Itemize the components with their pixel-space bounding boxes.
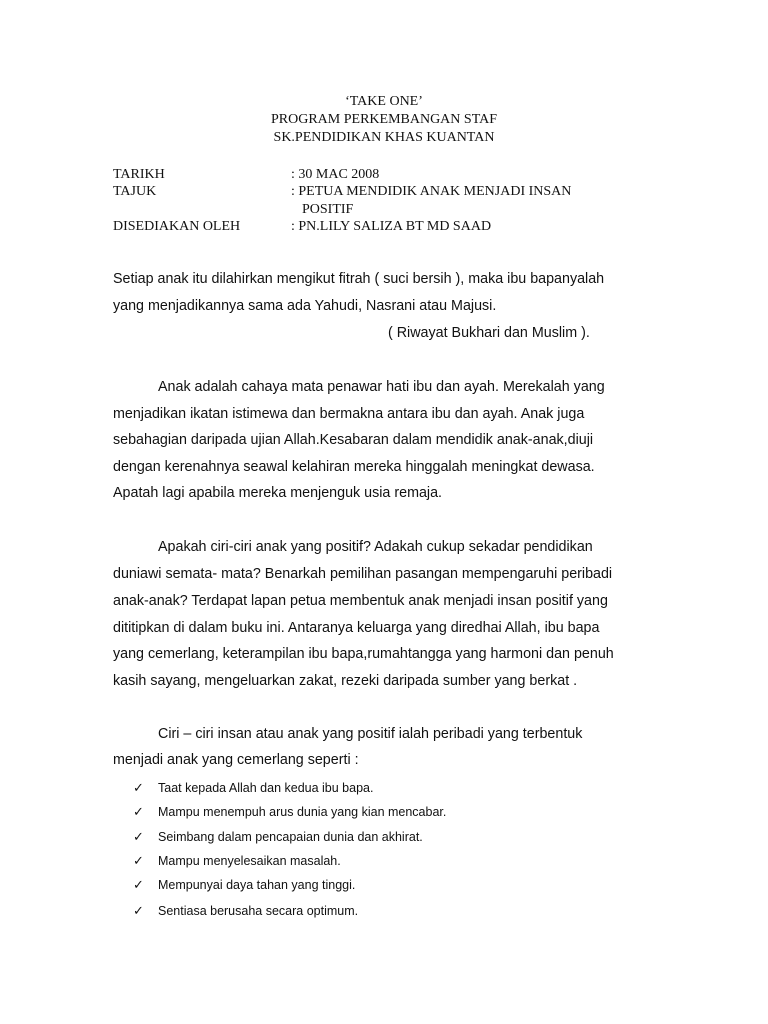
meta-label-prepared-by: DISEDIAKAN OLEH [113,219,241,234]
check-icon: ✓ [133,780,144,795]
paragraph-2-line: anak-anak? Terdapat lapan petua membentuk anak menjadi insan positif yang [113,593,608,609]
paragraph-3-line: Ciri – ciri insan atau anak yang positif ialah peribadi yang terbentuk [158,726,583,742]
paragraph-3-line: menjadi anak yang cemerlang seperti : [113,752,359,768]
paragraph-1-line: sebahagian daripada ujian Allah.Kesabaran dalam mendidik anak-anak,diuji [113,432,594,448]
quote-line: yang menjadikannya sama ada Yahudi, Nasrani atau Majusi. [113,298,497,314]
check-icon: ✓ [133,853,144,868]
paragraph-1-line: menjadikan ikatan istimewa dan bermakna antara ibu dan ayah. Anak juga [113,406,585,422]
paragraph-2-line: dititipkan di dalam buku ini. Antaranya keluarga yang diredhai Allah, ibu bapa [113,620,600,636]
check-icon: ✓ [133,877,144,892]
program-title: PROGRAM PERKEMBANGAN STAF [270,112,498,127]
school-name: SK.PENDIDIKAN KHAS KUANTAN [273,130,495,145]
list-item: ✓ Sentiasa berusaha secara optimum. [133,903,359,918]
paragraph-1-line: Anak adalah cahaya mata penawar hati ibu dan ayah. Merekalah yang [158,379,605,395]
check-icon: ✓ [133,804,144,819]
document-title-take-one: ‘TAKE ONE’ [345,94,423,109]
quote-line: Setiap anak itu dilahirkan mengikut fitrah ( suci bersih ), maka ibu bapanyalah [113,271,605,287]
paragraph-2-line: yang cemerlang, keterampilan ibu bapa,rumahtangga yang harmoni dan penuh [113,646,614,662]
meta-value-prepared-by: : PN.LILY SALIZA BT MD SAAD [291,219,492,234]
list-item: ✓ Taat kepada Allah dan kedua ibu bapa. [133,780,374,795]
check-icon: ✓ [133,903,144,918]
paragraph-1-line: dengan kerenahnya seawal kelahiran mereka hinggalah meningkat dewasa. [113,459,595,475]
list-item: ✓ Mampu menyelesaikan masalah. [133,853,341,868]
paragraph-1-line: Apatah lagi apabila mereka menjenguk usia remaja. [113,485,443,501]
paragraph-2-line: duniawi semata- mata? Benarkah pemilihan pasangan mempengaruhi peribadi [113,566,613,582]
meta-label-date: TARIKH [113,167,165,182]
list-item: ✓ Mempunyai daya tahan yang tinggi. [133,877,356,892]
list-item: ✓ Seimbang dalam pencapaian dunia dan akhirat. [133,829,423,844]
meta-value-topic: : PETUA MENDIDIK ANAK MENJADI INSAN [291,184,572,199]
paragraph-2-line: kasih sayang, mengeluarkan zakat, rezeki daripada sumber yang berkat . [113,673,578,689]
meta-value-topic-cont: POSITIF [302,202,354,217]
meta-label-topic: TAJUK [113,184,157,199]
paragraph-2-line: Apakah ciri-ciri anak yang positif? Adakah cukup sekadar pendidikan [158,539,593,555]
list-item: ✓ Mampu menempuh arus dunia yang kian mencabar. [133,804,447,819]
quote-source: ( Riwayat Bukhari dan Muslim ). [388,325,590,341]
check-icon: ✓ [133,829,144,844]
meta-value-date: : 30 MAC 2008 [291,167,380,182]
